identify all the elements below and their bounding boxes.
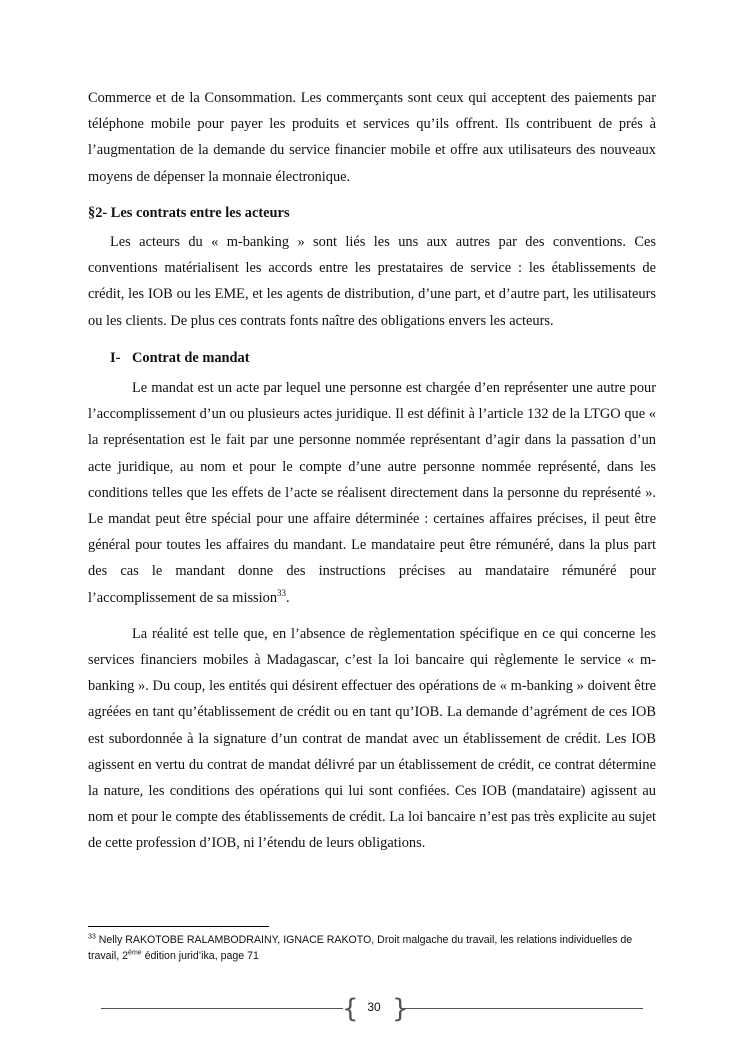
footnote bbox=[88, 932, 658, 964]
body-text bbox=[88, 85, 656, 857]
subsection-title: Contrat de mandat bbox=[132, 349, 250, 366]
footer-bracket-left: { bbox=[342, 994, 359, 1024]
subsection-heading-1 bbox=[88, 345, 656, 371]
footer-bracket-right: } bbox=[392, 994, 409, 1024]
paragraph-4: La réalité est telle que, en l’absence de règlementation spécifique en ce qui concerne les services financiers mobiles à Madagascar, c’est la loi bancaire qui règlemente le service « m-banking ». Du coup, les entités qui désirent effectuer des opérations de « m-banking » doivent être agréées en tant qu’établissement de crédit ou en tant qu’IOB. La demande d’agrément de ces IOB est subordonnée à la signature d’un contrat de mandat avec un établissement de crédit. Les IOB agissent en vertu du contrat de mandat délivré par un établissement de crédit, ce contrat détermine la nature, les conditions des opérations qui lui sont confiées. Ces IOB (mandataire) agissent au nom et pour le compte des établissements de crédit. La loi bancaire n’est pas très explicite au sujet de cette profession d’IOB, ni l’étendu de leurs obligations. bbox=[88, 625, 656, 852]
paragraph-3 bbox=[88, 375, 656, 611]
footer-line-right bbox=[400, 1008, 643, 1009]
paragraph-3-end: . bbox=[286, 589, 290, 606]
paragraph-3-text: Le mandat est un acte par lequel une personne est chargée d’en représenter une autre pour l’accomplissement d’un ou plusieurs actes juridique. Il est définit à l’article 132 de la LTGO que « la représentation est le fait par une personne nommée représentant d’agir dans la passation d’un acte juridique, au nom et pour le compte d’une autre personne nommée représenté, dans les conditions telles que les effets de l’acte se réalisent directement dans la personne du représenté ». Le mandat peut être spécial pour une affaire déterminée : certaines affaires précises, il peut être général pour toutes les affaires du mandant. Le mandataire peut être rémunéré, dans la plus part des cas le mandant donne des instructions précises au mandataire rémunéré pour l’accomplissement de sa mission bbox=[88, 380, 656, 606]
footnote-reference: 33 bbox=[277, 587, 287, 598]
footnote-text-a: Nelly RAKOTOBE RALAMBODRAINY, IGNACE RAKOTO, Droit malgache du travail, les relations individuelles de travail, 2 bbox=[88, 934, 633, 962]
paragraph-1: Commerce et de la Consommation. Les commerçants sont ceux qui acceptent des paiements par téléphone mobile pour payer les produits et services qu’ils offrent. Ils contribuent de prés à l’augmentation de la demande du service financier mobile et offre aux utilisateurs des nouveaux moyens de dépenser la monnaie électronique. bbox=[88, 90, 656, 185]
footer-line-left bbox=[101, 1008, 343, 1009]
footnote-divider bbox=[88, 926, 269, 927]
footnote-number: 33 bbox=[88, 933, 96, 941]
paragraph-2: Les acteurs du « m-banking » sont liés les uns aux autres par des conventions. Ces conventions matérialisent les accords entre les prestataires de service : les établissements de crédit, les IOB ou les EME, et les agents de distribution, d’une part, et d’autre part, les utilisateurs ou les clients. De plus ces contrats fonts naître des obligations envers les acteurs. bbox=[88, 234, 656, 329]
footnote-superscript: ème bbox=[128, 949, 142, 957]
subsection-number: I- bbox=[110, 349, 121, 366]
section-heading-2: §2- Les contrats entre les acteurs bbox=[88, 204, 290, 221]
page-number: 30 bbox=[367, 1000, 381, 1014]
footnote-text-b: édition jurid’ika, page 71 bbox=[141, 950, 259, 962]
